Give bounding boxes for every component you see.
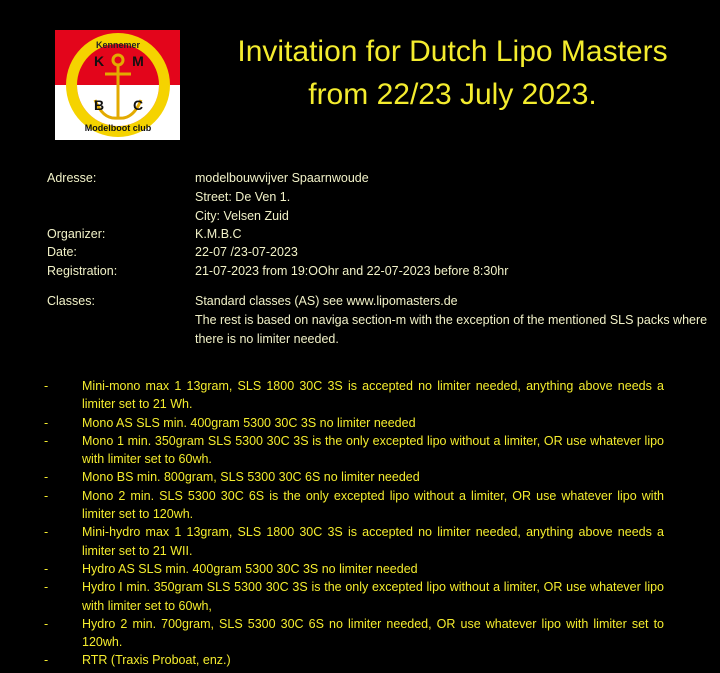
bullet: - <box>44 653 49 668</box>
list-item <box>44 468 664 486</box>
list-item-text: RTR (Traxis Proboat, enz.) <box>82 653 231 668</box>
registration-label: Registration: <box>47 264 118 278</box>
organizer-row <box>47 226 707 243</box>
logo-letter-k: K <box>93 53 105 69</box>
spacer <box>47 281 707 292</box>
bullet: - <box>44 433 49 448</box>
date-label: Date: <box>47 245 77 259</box>
registration-row <box>47 262 707 281</box>
address-row-3 <box>47 207 707 226</box>
list-item-text: Hydro AS SLS min. 400gram 5300 30C 3S no limiter needed <box>82 561 418 576</box>
bullet: - <box>44 415 49 430</box>
logo-letter-c: C <box>132 97 144 113</box>
organizer-label: Organizer: <box>47 227 106 241</box>
organizer-value: K.M.B.C <box>195 227 242 241</box>
classes-line-1: Standard classes (AS) see www.lipomasters.de <box>195 294 458 308</box>
address-line-3: City: Velsen Zuid <box>195 209 289 223</box>
logo-letter-b: B <box>93 97 105 113</box>
list-item <box>44 578 664 615</box>
class-list <box>44 377 664 670</box>
club-logo <box>55 30 180 140</box>
address-row-2 <box>47 188 707 207</box>
list-item-text: Mono BS min. 800gram, SLS 5300 30C 6S no limiter needed <box>82 470 420 485</box>
title-line-2: from 22/23 July 2023. <box>308 78 597 111</box>
list-item-text: Mini-hydro max 1 13gram, SLS 1800 30C 3S is accepted no limiter needed, anything above needs a limiter set to 21 WII. <box>82 525 664 558</box>
list-item <box>44 432 664 469</box>
classes-value <box>195 292 715 349</box>
bullet: - <box>44 561 49 576</box>
list-item-text: Mini-mono max 1 13gram, SLS 1800 30C 3S is accepted no limiter needed, anything above needs a limiter set to 21 Wh. <box>82 379 664 412</box>
bullet: - <box>44 379 49 393</box>
bullet: - <box>44 525 49 540</box>
address-row <box>47 169 707 188</box>
date-row <box>47 243 707 262</box>
list-item <box>44 523 664 560</box>
classes-label: Classes: <box>47 294 95 308</box>
bullet: - <box>44 580 49 595</box>
logo-top-text: Kennemer <box>95 40 141 50</box>
list-item <box>44 377 664 414</box>
logo-bottom-text: Modelboot club <box>84 123 152 133</box>
list-item <box>44 560 664 578</box>
title-line-1: Invitation for Dutch Lipo Masters <box>237 35 668 68</box>
logo-letter-m: M <box>132 53 144 69</box>
address-line-2: Street: De Ven 1. <box>195 190 291 204</box>
classes-line-2: The rest is based on naviga section-m with the exception of the mentioned SLS packs where there is no limiter needed. <box>195 313 708 346</box>
list-item-text: Mono AS SLS min. 400gram 5300 30C 3S no limiter needed <box>82 415 416 430</box>
page-title <box>190 30 715 116</box>
registration-value: 21-07-2023 from 19:OOhr and 22-07-2023 before 8:30hr <box>195 264 509 278</box>
event-info <box>47 169 707 349</box>
address-label: Adresse: <box>47 171 97 185</box>
classes-row <box>47 292 707 349</box>
list-item-text: Hydro I min. 350gram SLS 5300 30C 3S is the only excepted lipo without a limiter, OR use whatever lipo with limiter set to 60wh, <box>82 580 664 613</box>
list-item-text: Mono 2 min. SLS 5300 30C 6S is the only excepted lipo without a limiter, OR use whatever lipo with limiter set to 120wh. <box>82 488 664 522</box>
list-item <box>44 615 664 652</box>
list-item <box>44 651 664 669</box>
bullet: - <box>44 616 49 631</box>
address-line-1: modelbouwvijver Spaarnwoude <box>195 171 369 185</box>
list-item-text: Hydro 2 min. 700gram, SLS 5300 30C 6S no limiter needed, OR use whatever lipo with limiter set to 120wh. <box>82 616 664 650</box>
list-item <box>44 487 664 524</box>
bullet: - <box>44 488 49 503</box>
date-value: 22-07 /23-07-2023 <box>195 245 298 259</box>
list-item-text: Mono 1 min. 350gram SLS 5300 30C 3S is the only excepted lipo without a limiter, OR use whatever lipo with limiter set to 60wh. <box>82 433 664 467</box>
list-item <box>44 414 664 432</box>
bullet: - <box>44 470 49 485</box>
